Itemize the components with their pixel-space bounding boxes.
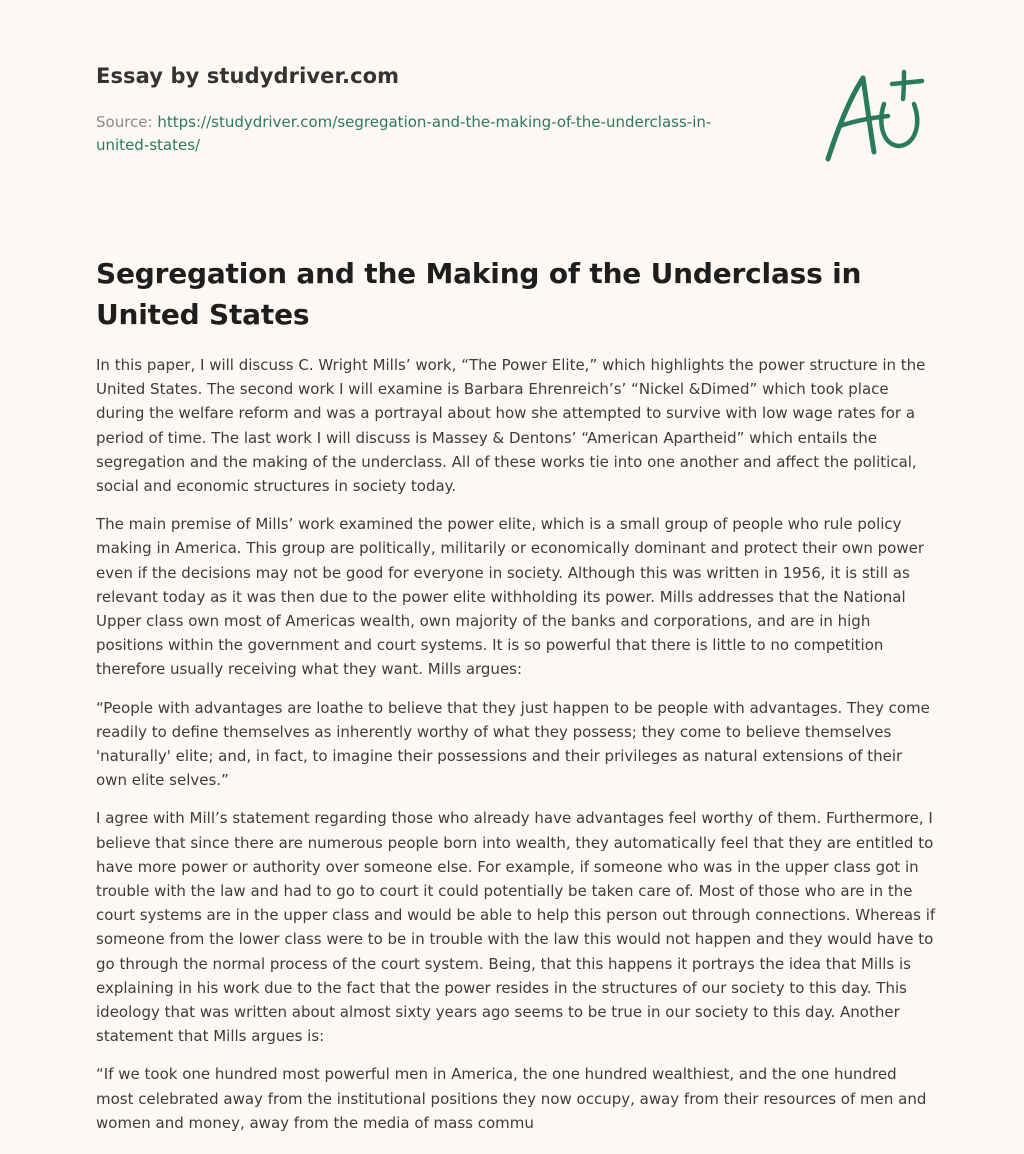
essay-title: Segregation and the Making of the Underclass in United States bbox=[96, 257, 862, 331]
source-link[interactable]: https://studydriver.com/segregation-and-the-making-of-the-underclass-in-united-states/ bbox=[96, 113, 712, 154]
paragraph: I agree with Mill’s statement regarding those who already have advantages feel worthy of them. Furthermore, I believe that since there are numerous people born into wealth, they automatically feel that they are entitled to have more power or authority over someone else. For example, if someone who was in the upper class got in trouble with the law and had to go to court it could potentially be taken care of. Most of those who are in the court systems are in the upper class and would be able to help this person out through connections. Whereas if someone from the lower class were to be in trouble with the law this would not happen and they would have to go through the normal process of the court system. Being, that this happens it portrays the idea that Mills is explaining in his work due to the fact that the power resides in the structures of our society to this day. This ideology that was written about almost sixty years ago seems to be true in our society to this day. Another statement that Mills argues is: bbox=[96, 809, 936, 1046]
site-title: Essay by studydriver.com bbox=[96, 64, 400, 88]
a-plus-logo-icon bbox=[818, 66, 930, 166]
paragraph: In this paper, I will discuss C. Wright Mills’ work, “The Power Elite,” which highlights the power structure in the United States. The second work I will examine is Barbara Ehrenreich’s’ “Nickel &Dimed” which took place during the welfare reform and was a portrayal about how she attempted to survive with low wage rates for a period of time. The last work I will discuss is Massey & Dentons’ “American Apartheid” which entails the segregation and the making of the underclass. All of these works tie into one another and affect the political, social and economic structures in society today. bbox=[96, 356, 926, 496]
source-line bbox=[96, 111, 736, 157]
quote-paragraph: “People with advantages are loathe to believe that they just happen to be people with advantages. They come readily to define themselves as inherently worthy of what they possess; they come to believe themselves 'naturally' elite; and, in fact, to imagine their possessions and their privileges as natural extensions of their own elite selves.” bbox=[96, 698, 930, 790]
paragraph: The main premise of Mills’ work examined the power elite, which is a small group of people who rule policy making in America. This group are politically, militarily or economically dominant and protect their own power even if the decisions may not be good for everyone in society. Although this was written in 1956, it is still as relevant today as it was then due to the power elite withholding its power. Mills addresses that the National Upper class own most of Americas wealth, own majority of the banks and corporations, and are in high positions within the government and court systems. It is so powerful that there is little to no competition therefore usually receiving what they want. Mills argues: bbox=[96, 515, 925, 679]
essay-body bbox=[96, 353, 936, 1149]
quote-paragraph: “If we took one hundred most powerful men in America, the one hundred wealthiest, and the one hundred most celebrated away from the institutional positions they now occupy, away from their resources of men and women and money, away from the media of mass commu bbox=[96, 1065, 927, 1132]
source-label: Source: bbox=[96, 113, 153, 131]
